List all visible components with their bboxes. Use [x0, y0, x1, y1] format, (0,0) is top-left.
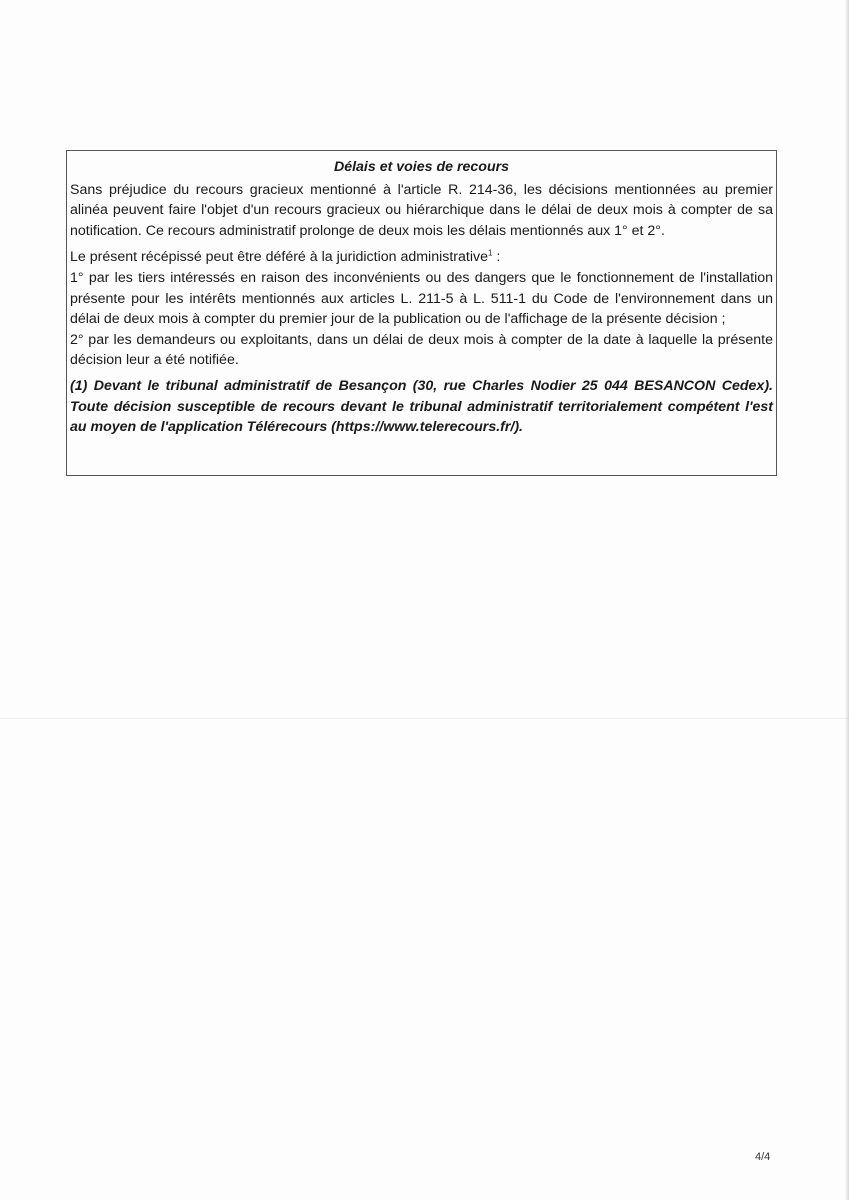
- gracious-appeal-paragraph: Sans préjudice du recours gracieux mentionné à l'article R. 214-36, les décisions mentionnées au premier alinéa peuvent faire l'objet d'un recours gracieux ou hiérarchique dans le délai de deux mois à compter de sa notification. Ce recours administratif prolonge de deux mois les délais mentionnés aux 1° et 2°.: [70, 181, 773, 239]
- applicants-item: 2° par les demandeurs ou exploitants, dans un délai de deux mois à compter de la date à laquelle la présente décision leur a été notifiée.: [70, 331, 773, 369]
- jurisdiction-intro: Le présent récépissé peut être déféré à la juridiction administrative: [70, 249, 488, 266]
- scan-edge-shadow: [845, 0, 849, 1200]
- tribunal-footnote: (1) Devant le tribunal administratif de Besançon (30, rue Charles Nodier 25 044 BESANCON Cedex). Toute décision susceptible de recours devant le tribunal administratif territorialement compétent l'est au moyen de l'application Télérecours (https://www.telerecours.fr/).: [70, 377, 773, 436]
- jurisdiction-colon: :: [492, 249, 501, 266]
- jurisdiction-paragraph: [70, 247, 773, 268]
- third-parties-item: 1° par les tiers intéressés en raison des inconvénients ou des dangers que le fonctionnement de l'installation présente pour les intérêts mentionnés aux articles L. 211-5 à L. 511-1 du Code de l'environnement dans un délai de deux mois à compter du premier jour de la publication ou de l'affichage de la présente décision ;: [70, 269, 773, 328]
- appeal-deadlines-box: [66, 150, 777, 476]
- page-number: 4/4: [755, 1151, 771, 1163]
- footnote-reference: 1: [487, 248, 493, 258]
- box-title: Délais et voies de recours: [333, 159, 510, 175]
- scan-fold-line: [0, 718, 849, 719]
